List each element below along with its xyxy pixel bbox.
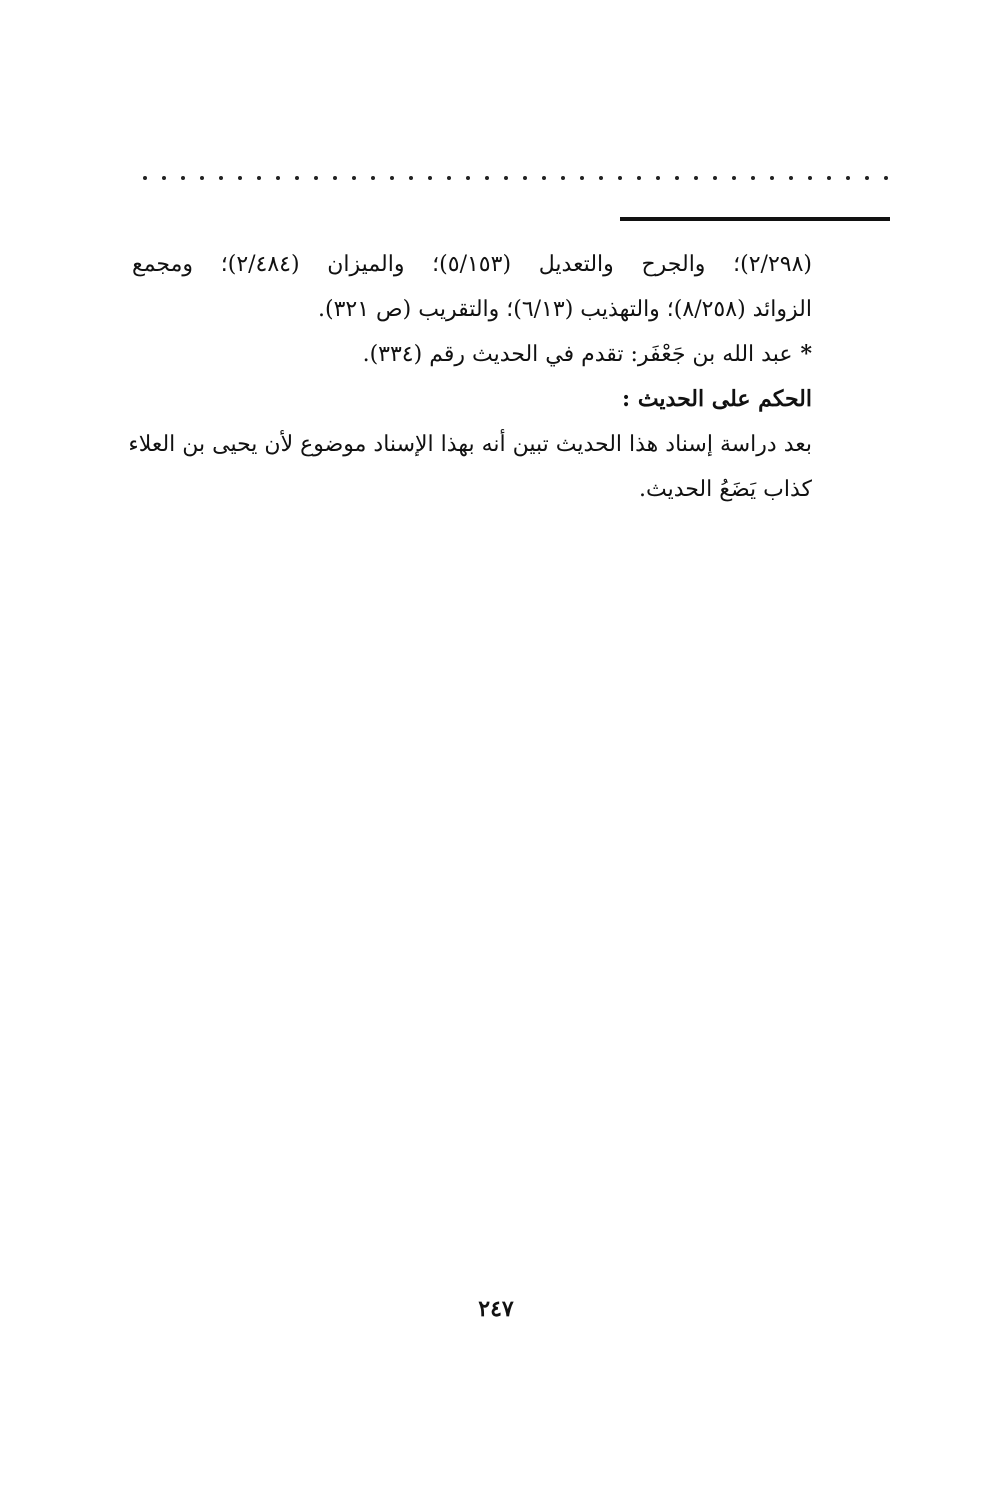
separator-dot xyxy=(675,176,679,180)
separator-dot xyxy=(789,176,793,180)
separator-dot xyxy=(865,176,869,180)
separator-dot xyxy=(504,176,508,180)
separator-dot xyxy=(238,176,242,180)
bullet-mark: * xyxy=(800,341,812,367)
separator-dot xyxy=(371,176,375,180)
separator-dot xyxy=(770,176,774,180)
separator-dot xyxy=(352,176,356,180)
separator-dot xyxy=(580,176,584,180)
separator-dot xyxy=(485,176,489,180)
separator-dot xyxy=(276,176,280,180)
footnote-line-3-text: عبد الله بن جَعْفَر: تقدم في الحديث رقم (٣٣٤). xyxy=(362,342,793,367)
separator-dot xyxy=(219,176,223,180)
separator-dot xyxy=(257,176,261,180)
separator-dot xyxy=(618,176,622,180)
separator-dot xyxy=(827,176,831,180)
footnote-rule xyxy=(620,217,890,221)
separator-dot xyxy=(409,176,413,180)
separator-dot xyxy=(428,176,432,180)
dotted-separator xyxy=(143,168,888,188)
ruling-line-1: بعد دراسة إسناد هذا الحديث تبين أنه بهذا الإسناد موضوع لأن يحيى بن العلاء xyxy=(128,432,812,457)
separator-dot xyxy=(333,176,337,180)
page-number: ٢٤٧ xyxy=(478,1296,514,1322)
separator-dot xyxy=(466,176,470,180)
main-text xyxy=(128,242,812,512)
separator-dot xyxy=(694,176,698,180)
separator-dot xyxy=(314,176,318,180)
ruling-line-2: كذاب يَضَعُ الحديث. xyxy=(638,477,812,502)
footnote-line-1: (٢/٢٩٨)؛ والجرح والتعديل (٥/١٥٣)؛ والميزان (٢/٤٨٤)؛ ومجمع xyxy=(132,252,812,277)
footnote-line-3 xyxy=(132,332,812,377)
separator-dot xyxy=(523,176,527,180)
separator-dot xyxy=(143,176,147,180)
separator-dot xyxy=(390,176,394,180)
separator-dot xyxy=(561,176,565,180)
separator-dot xyxy=(200,176,204,180)
separator-dot xyxy=(751,176,755,180)
separator-dot xyxy=(162,176,166,180)
separator-dot xyxy=(713,176,717,180)
separator-dot xyxy=(599,176,603,180)
separator-dot xyxy=(808,176,812,180)
separator-dot xyxy=(846,176,850,180)
separator-dot xyxy=(884,176,888,180)
separator-dot xyxy=(181,176,185,180)
separator-dot xyxy=(656,176,660,180)
separator-dot xyxy=(637,176,641,180)
separator-dot xyxy=(732,176,736,180)
separator-dot xyxy=(447,176,451,180)
separator-dot xyxy=(542,176,546,180)
separator-dot xyxy=(295,176,299,180)
ruling-heading: الحكم على الحديث : xyxy=(622,386,812,412)
footnote-line-2: الزوائد (٨/٢٥٨)؛ والتهذيب (٦/١٣)؛ والتقريب (ص ٣٢١). xyxy=(318,297,812,322)
